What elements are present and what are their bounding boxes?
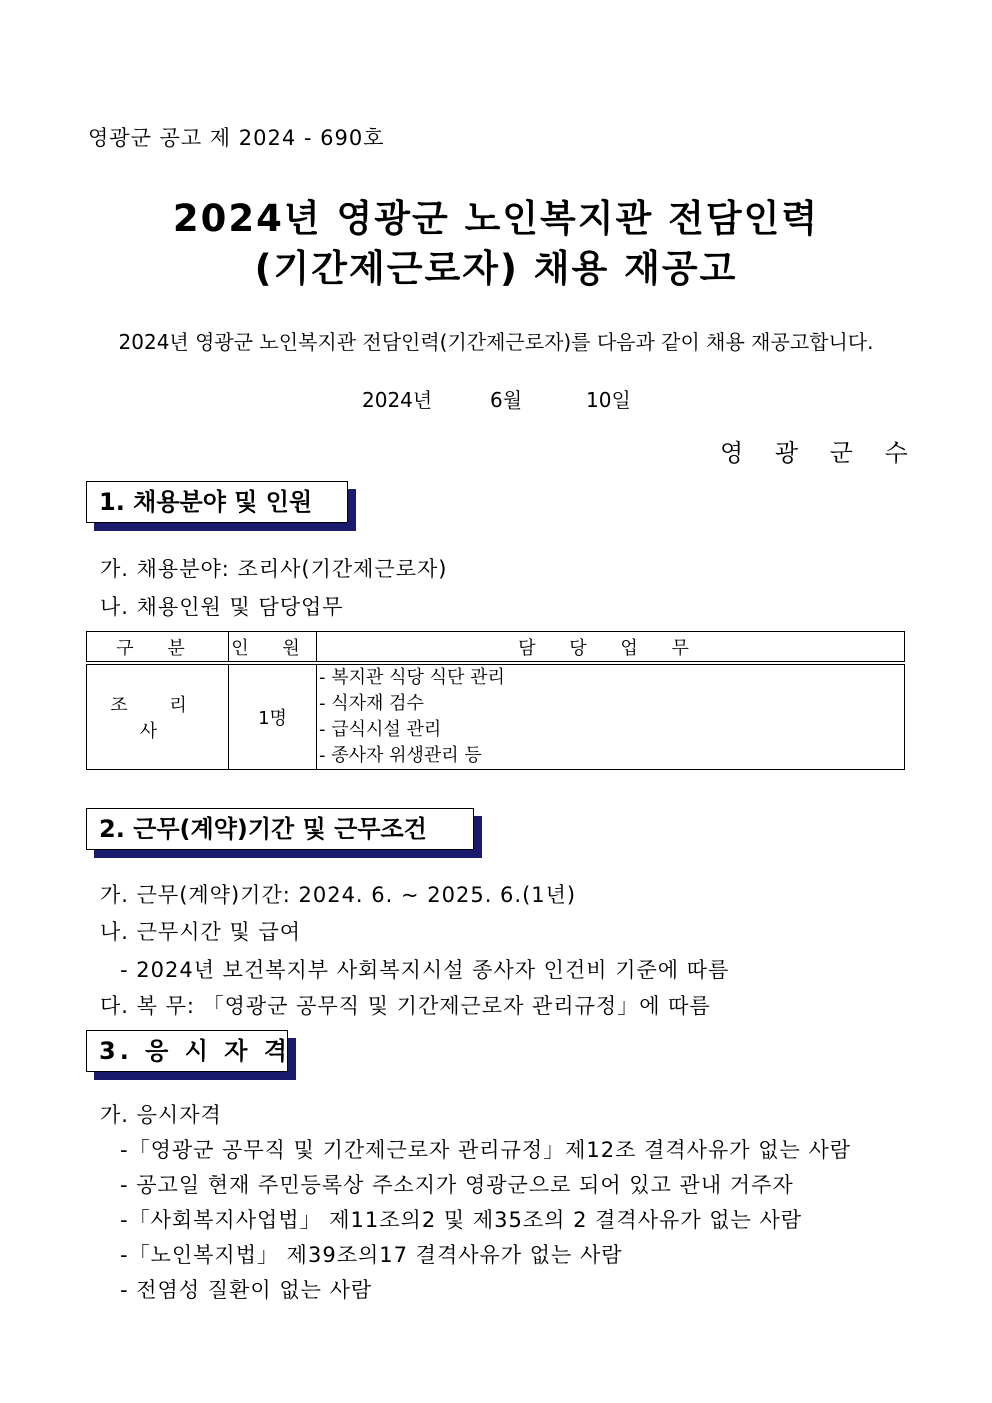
qualification-item: - 공고일 현재 주민등록상 주소지가 영광군으로 되어 있고 관내 거주자 (120, 1173, 794, 1197)
intro-text: 2024년 영광군 노인복지관 전담인력(기간제근로자)를 다음과 같이 채용 재공고합니다. (118, 330, 874, 354)
table-header-row (87, 632, 905, 664)
cell-count: 1명 (229, 663, 317, 770)
qualification-item: - 전염성 질환이 없는 사람 (120, 1278, 373, 1302)
notice-number: 영광군 공고 제 2024 - 690호 (88, 126, 385, 150)
header-duties: 담 당 업 무 (317, 632, 905, 664)
contract-period: 가. 근무(계약)기간: 2024. 6. ~ 2025. 6.(1년) (100, 883, 577, 907)
duty-item: - 식자재 검수 (319, 693, 424, 714)
qualification-item: -「사회복지사업법」 제11조의2 및 제35조의 2 결격사유가 없는 사람 (120, 1208, 803, 1232)
section-heading-qualification: 3. 응 시 자 격 (86, 1030, 288, 1072)
cell-duties (317, 663, 905, 770)
qualification-item: -「노인복지법」 제39조의17 결격사유가 없는 사람 (120, 1243, 623, 1267)
work-hours-detail: - 2024년 보건복지부 사회복지시설 종사자 인건비 기준에 따름 (120, 958, 730, 982)
duty-item: - 복지관 식당 식단 관리 (319, 667, 505, 688)
table-row (87, 663, 905, 770)
issuer: 영 광 군 수 (720, 439, 920, 467)
duty-table (86, 631, 905, 770)
date-day: 10일 (586, 388, 631, 412)
recruitment-count-heading: 나. 채용인원 및 담당업무 (100, 595, 344, 619)
recruitment-field: 가. 채용분야: 조리사(기간제근로자) (100, 557, 448, 581)
section-heading-contract: 2. 근무(계약)기간 및 근무조건 (86, 808, 474, 850)
date-year: 2024년 (362, 388, 433, 412)
document-title-line2: (기간제근로자) 채용 재공고 (254, 247, 738, 290)
section-heading-recruitment: 1. 채용분야 및 인원 (86, 481, 348, 523)
duty-item: - 종사자 위생관리 등 (319, 745, 482, 766)
service-rule: 다. 복 무: 「영광군 공무직 및 기간제근로자 관리규정」에 따름 (100, 994, 711, 1018)
duty-item: - 급식시설 관리 (319, 719, 442, 740)
qualification-heading: 가. 응시자격 (100, 1103, 222, 1127)
date-month: 6월 (490, 388, 523, 412)
header-category: 구 분 (87, 632, 229, 664)
header-count: 인 원 (229, 632, 317, 664)
work-hours-heading: 나. 근무시간 및 급여 (100, 920, 301, 944)
cell-role: 조 리 사 (87, 663, 229, 770)
qualification-item: -「영광군 공무직 및 기간제근로자 관리규정」제12조 결격사유가 없는 사람 (120, 1138, 852, 1162)
document-title-line1: 2024년 영광군 노인복지관 전담인력 (172, 197, 820, 240)
